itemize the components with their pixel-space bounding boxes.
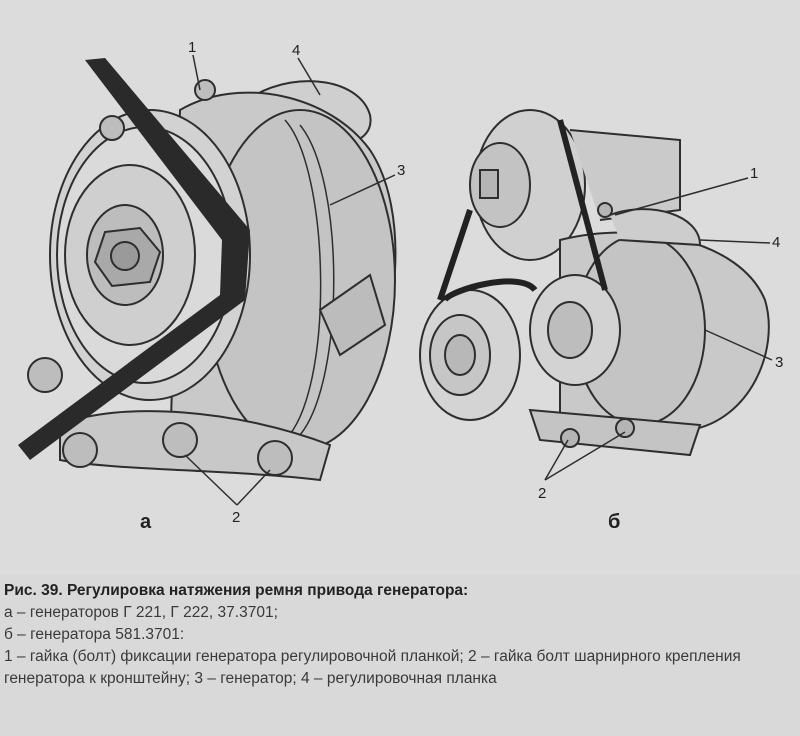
panel-label-b: б <box>608 511 621 533</box>
callout-b-3: 3 <box>775 354 784 371</box>
drawing-panel-b <box>420 110 769 455</box>
callout-b-2: 2 <box>538 485 547 502</box>
callout-a-4: 4 <box>292 42 301 59</box>
caption-title: Рис. 39. Регулировка натяжения ремня привода генератора: <box>4 582 469 599</box>
caption-legend: 1 – гайка (болт) фиксации генератора регулировочной планкой; 2 – гайка болт шарнирного крепления генератора к кронштейну; 3 – генератор; 4 – регулировочная планка <box>4 648 741 687</box>
callout-b-4: 4 <box>772 234 781 251</box>
figure-caption <box>4 580 796 690</box>
caption-line-b: б – генератора 581.3701: <box>4 626 185 643</box>
callout-a-1: 1 <box>188 39 197 56</box>
caption-line-a: а – генераторов Г 221, Г 222, 37.3701; <box>4 604 278 621</box>
callout-a-2: 2 <box>232 509 241 526</box>
callout-b-1: 1 <box>750 165 759 182</box>
callout-a-3: 3 <box>397 162 406 179</box>
panel-label-a: а <box>140 511 152 533</box>
